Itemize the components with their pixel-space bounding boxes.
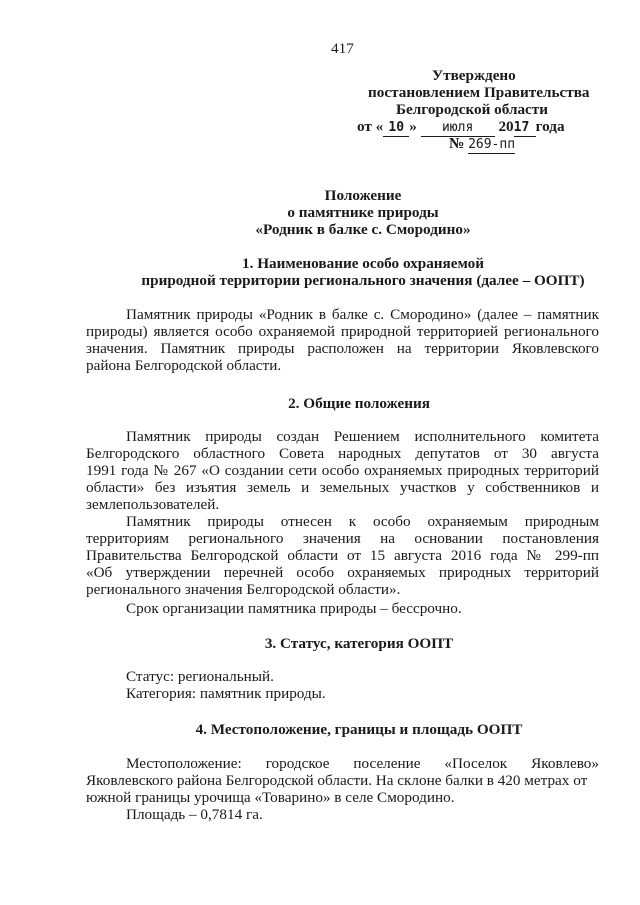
approval-line-2: постановлением Правительства: [368, 84, 590, 101]
approval-day-open: «: [375, 118, 384, 135]
approval-year-suffix: 17: [514, 119, 536, 137]
approval-day: 10: [383, 119, 409, 137]
section-2-p2-line-2: территориям регионального значения на основании постановления: [86, 530, 599, 547]
section-4-heading: 4. Местоположение, границы и площадь ООПТ: [195, 721, 523, 738]
section-2-p1-line-5: землепользователей.: [86, 496, 220, 513]
approval-month: июля: [421, 119, 495, 137]
approval-line-1: Утверждено: [432, 67, 516, 84]
section-2-p2-line-5: регионального значения Белгородской области».: [86, 581, 401, 598]
section-1-line-4: района Белгородской области.: [86, 357, 282, 374]
title-line-2: о памятнике природы: [287, 204, 439, 221]
approval-year-prefix: 20: [498, 118, 514, 135]
approval-number-line: [449, 135, 515, 154]
approval-year-word: года: [535, 118, 565, 135]
approval-line-3: Белгородской области: [396, 101, 549, 118]
section-3-category: Категория: памятник природы.: [126, 685, 326, 702]
section-3-heading: 3. Статус, категория ООПТ: [264, 635, 454, 652]
title-line-3: «Родник в балке с. Смородино»: [255, 221, 471, 238]
approval-day-close: »: [409, 118, 417, 135]
section-2-p2-line-4: «Об утверждении перечней особо охраняемых природных территорий: [86, 564, 599, 581]
section-1-heading-1: 1. Наименование особо охраняемой: [242, 255, 484, 272]
section-1-line-2: природы) является особо охраняемой природной территорией регионального: [86, 323, 599, 340]
section-4-line-1: Местоположение: городское поселение «Поселок Яковлево»: [126, 755, 599, 772]
section-4-area: Площадь – 0,7814 га.: [126, 806, 263, 823]
approval-number: 269-пп: [468, 137, 516, 152]
section-4-line-3: южной границы урочища «Товарино» в селе Смородино.: [86, 789, 455, 806]
section-1-line-1: Памятник природы «Родник в балке с. Смородино» (далее – памятник: [126, 306, 599, 323]
approval-ot: от: [357, 118, 372, 135]
section-2-p1-line-3: 1991 года № 267 «О создании сети особо охраняемых природных территорий: [86, 462, 599, 479]
section-2-p2-line-1: Памятник природы отнесен к особо охраняемым природным: [126, 513, 599, 530]
section-2-heading: 2. Общие положения: [288, 395, 430, 412]
section-2-p1-line-2: Белгородского областного Совета народных депутатов от 30 августа: [86, 445, 599, 462]
section-2-p3: Срок организации памятника природы – бессрочно.: [126, 600, 462, 617]
section-3-status: Статус: региональный.: [126, 668, 274, 685]
approval-number-prefix: №: [449, 135, 465, 152]
section-1-heading-2: природной территории регионального значения (далее – ООПТ): [141, 272, 585, 289]
section-2-p1-line-4: области» без изъятия земель и земельных участков у собственников и: [86, 479, 599, 496]
title-line-1: Положение: [324, 187, 402, 204]
section-4-line-2: Яковлевского района Белгородской области. На склоне балки в 420 метрах от: [86, 772, 588, 789]
section-2-p2-line-3: Правительства Белгородской области от 15 августа 2016 года № 299-пп: [86, 547, 599, 564]
section-2-p1-line-1: Памятник природы создан Решением исполнительного комитета: [126, 428, 599, 445]
page-number: 417: [331, 40, 354, 57]
section-1-line-3: значения. Памятник природы расположен на территории Яковлевского: [86, 340, 599, 357]
